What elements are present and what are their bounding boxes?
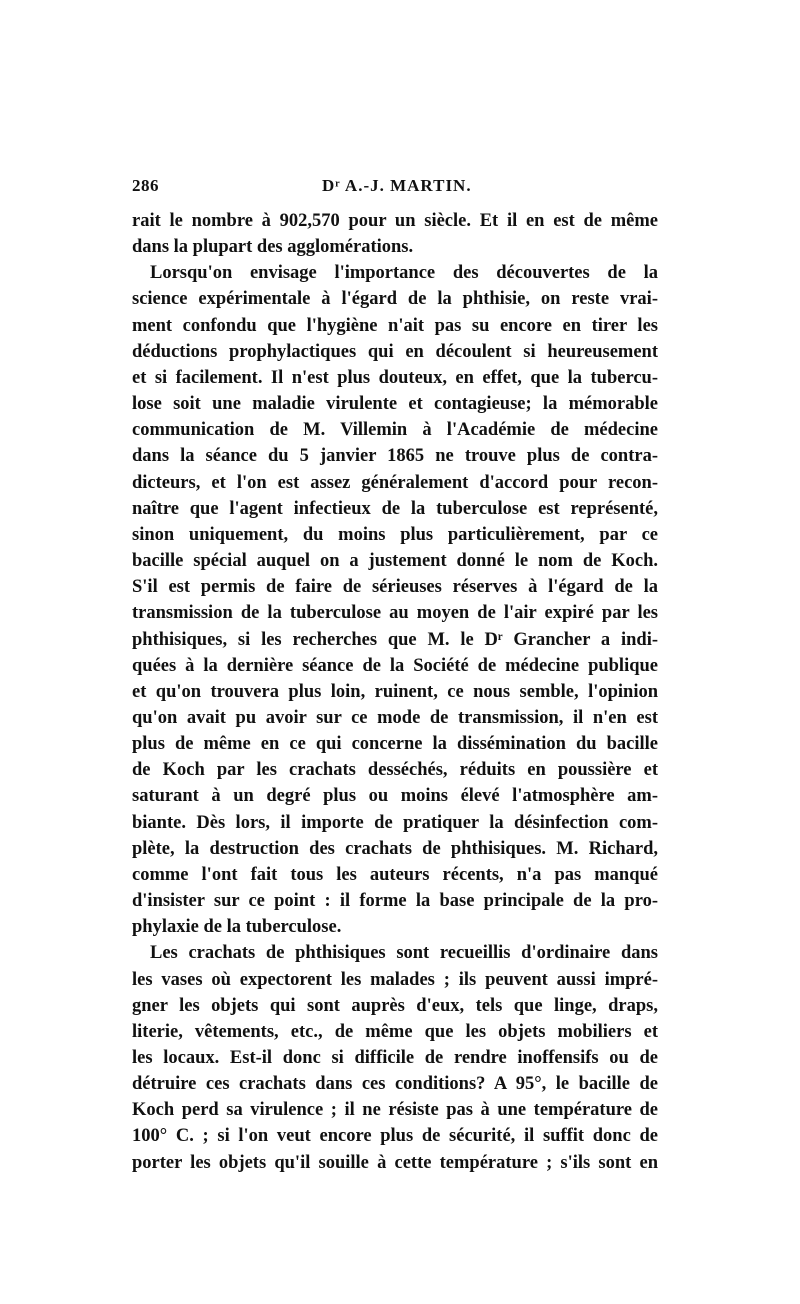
text-line: et qu'on trouvera plus loin, ruinent, ce nous semble, l'opinion [132, 681, 658, 702]
text-line: naître que l'agent infectieux de la tuberculose est représenté, [132, 498, 658, 519]
text-line: phthisiques, si les recherches que M. le Dʳ Grancher a indi- [132, 629, 658, 650]
text-line: communication de M. Villemin à l'Académie de médecine [132, 420, 658, 441]
text-line: science expérimentale à l'égard de la phthisie, on reste vrai- [132, 289, 658, 310]
text-line: plète, la destruction des crachats de phthisiques. M. Richard, [132, 838, 658, 859]
text-line: qu'on avait pu avoir sur ce mode de transmission, il n'en est [132, 707, 658, 728]
text-line: ment confondu que l'hygiène n'ait pas su encore en tirer les [132, 315, 658, 336]
running-head: Dʳ A.-J. MARTIN. [322, 176, 472, 195]
text-line: d'insister sur ce point : il forme la base principale de la pro- [132, 891, 658, 912]
text-line: détruire ces crachats dans ces conditions? A 95°, le bacille de [132, 1074, 658, 1095]
text-line: Lorsqu'on envisage l'importance des découvertes de la [150, 263, 658, 284]
text-line: S'il est permis de faire de sérieuses réserves à l'égard de la [132, 577, 658, 598]
text-line: plus de même en ce qui concerne la dissémination du bacille [132, 734, 658, 755]
text-line: biante. Dès lors, il importe de pratiquer la désinfection com- [132, 812, 658, 833]
text-line: rait le nombre à 902,570 pour un siècle. Et il en est de même [132, 211, 658, 231]
text-line: comme l'ont fait tous les auteurs récents, n'a pas manqué [132, 864, 658, 885]
text-line: lose soit une maladie virulente et contagieuse; la mémorable [132, 394, 658, 415]
text-line: Les crachats de phthisiques sont recueillis d'ordinaire dans [150, 943, 658, 964]
page-number: 286 [132, 176, 159, 195]
text-line: dans la plupart des agglomérations. [132, 237, 414, 258]
text-line: les locaux. Est-il donc si difficile de rendre inoffensifs ou de [132, 1048, 658, 1068]
text-line: saturant à un degré plus ou moins élevé l'atmosphère am- [132, 786, 658, 807]
text-line: dans la séance du 5 janvier 1865 ne trouve plus de contra- [132, 446, 658, 467]
text-line: sinon uniquement, du moins plus particulièrement, par ce [132, 524, 658, 545]
text-line: Koch perd sa virulence ; il ne résiste pas à une température de [132, 1100, 658, 1121]
text-line: literie, vêtements, etc., de même que les objets mobiliers et [132, 1021, 658, 1042]
text-line: 100° C. ; si l'on veut encore plus de sécurité, il suffit donc de [132, 1126, 658, 1147]
text-line: porter les objets qu'il souille à cette température ; s'ils sont en [132, 1152, 658, 1173]
body-text [132, 208, 658, 1176]
text-line: dicteurs, et l'on est assez généralement d'accord pour recon- [132, 472, 658, 493]
text-line: gner les objets qui sont auprès d'eux, tels que linge, draps, [132, 995, 658, 1016]
text-line: transmission de la tuberculose au moyen de l'air expiré par les [132, 603, 658, 624]
text-line: de Koch par les crachats desséchés, réduits en poussière et [132, 760, 658, 781]
text-line: phylaxie de la tuberculose. [132, 917, 342, 938]
text-line: déductions prophylactiques qui en découlent si heureusement [132, 341, 658, 362]
text-line: bacille spécial auquel on a justement donné le nom de Koch. [132, 551, 658, 572]
text-line: les vases où expectorent les malades ; ils peuvent aussi impré- [132, 969, 658, 990]
text-line: et si facilement. Il n'est plus douteux, en effet, que la tubercu- [132, 367, 658, 388]
page-header [132, 176, 658, 196]
text-line: quées à la dernière séance de la Société de médecine publique [132, 655, 658, 676]
